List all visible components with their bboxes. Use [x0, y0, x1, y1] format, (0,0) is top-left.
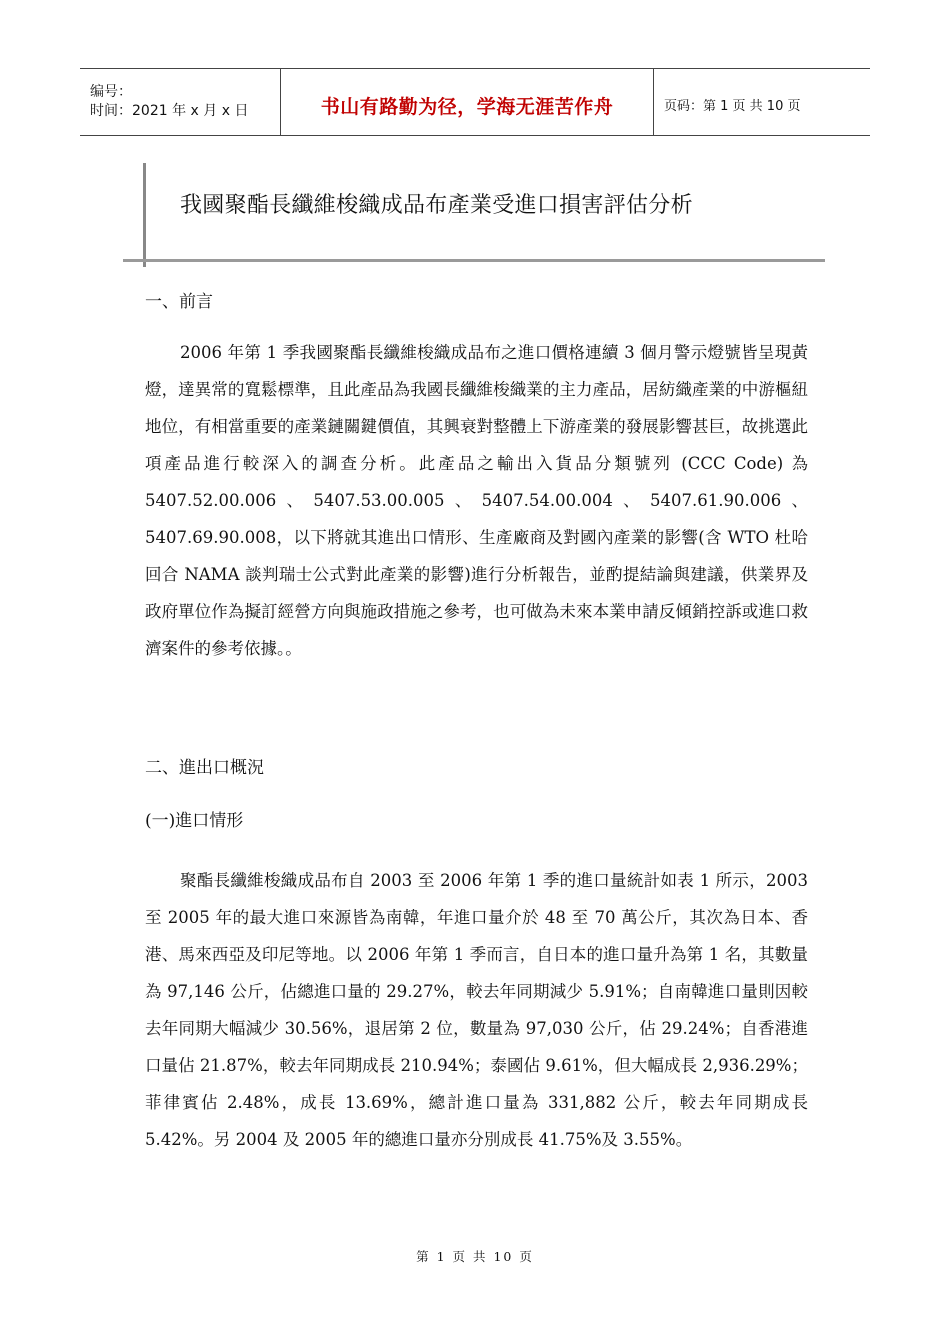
paragraph-intro: 2006 年第 1 季我國聚酯長纖維梭織成品布之進口價格連續 3 個月警示燈號皆呈現黃燈，達異常的寬鬆標準，且此產品為我國長纖維梭織業的主力產品，居紡織產業的中游樞紐地位，有相當重要的產業鏈關鍵價值，其興衰對整體上下游產業的發展影響甚巨，故挑選此項產品進行較深入的調查分析。此產品之輸出入貨品分類號列 (CCC Code) 為 5407.52.00.006、5407.53.00.005、5407.54.00.004、5407.61.90.006、5407.69.90.008，以下將就其進出口情形、生產廠商及對國內產業的影響(含 WTO 杜哈回合 NAMA 談判瑞士公式對此產業的影響)進行分析報告，並酌提結論與建議，供業界及政府單位作為擬訂經營方向與施政措施之參考，也可做為未來本業申請反傾銷控訴或進口救濟案件的參考依據。。 [145, 343, 808, 658]
header-motto: 书山有路勤为径，学海无涯苦作舟 [320, 95, 614, 118]
title-horizontal-rule [123, 259, 825, 262]
header-code-label: 编号： [90, 84, 132, 100]
header-page-info: 页码：第 1 页 共 10 页 [664, 98, 801, 114]
header-date: 时间：2021 年 x 月 x 日 [90, 103, 249, 119]
paragraph-imports: 聚酯長纖維梭織成品布自 2003 至 2006 年第 1 季的進口量統計如表 1 所示，2003 至 2005 年的最大進口來源皆為南韓，年進口量介於 48 至 70 萬公斤，其次為日本、香港、馬來西亞及印尼等地。以 2006 年第 1 季而言，自日本的進口量升為第 1 名，其數量為 97,146 公斤，佔總進口量的 29.27%，較去年同期減少 5.91%；自南韓進口量則因較去年同期大幅減少 30.56%，退居第 2 位，數量為 97,030 公斤，佔 29.24%；自香港進口量佔 21.87%，較去年同期成長 210.94%；泰國佔 9.61%，但大幅成長 2,936.29%；菲律賓佔 2.48%，成長 13.69%，總計進口量為 331,882 公斤，較去年同期成長 5.42%。另 2004 及 2005 年的總進口量亦分別成長 41.75%及 3.55%。 [145, 871, 808, 1149]
section-heading-intro: 一、前言 [145, 292, 213, 312]
header-meta [80, 69, 281, 135]
section-heading-trade: 二、進出口概況 [145, 758, 264, 778]
header-motto-cell [281, 69, 654, 135]
subsection-heading-imports: (一)進口情形 [145, 811, 244, 831]
page-header [80, 68, 870, 136]
title-vertical-rule [143, 163, 146, 267]
document-title: 我國聚酯長纖維梭織成品布產業受進口損害評估分析 [180, 193, 693, 218]
page-footer: 第 1 页 共 10 页 [416, 1249, 534, 1264]
